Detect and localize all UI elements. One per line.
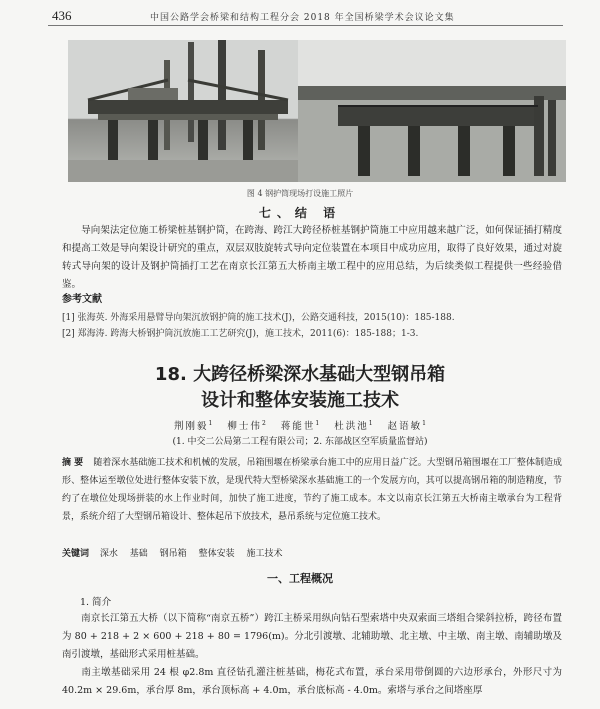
- keyword: 整体安装: [198, 549, 235, 559]
- figure-photo-left: [68, 40, 300, 182]
- keyword: 基础: [129, 549, 148, 559]
- abstract: [62, 454, 562, 526]
- keywords-label: 关键词: [62, 549, 90, 559]
- reference-item: [1] 张海英. 外海采用悬臂导向架沉放钢护筒的施工技术(J)，公路交通科技，2015(10)：185-188.: [62, 313, 455, 323]
- author: 荆刚毅$^1$: [174, 419, 213, 432]
- steel-casing-photo-right: [298, 40, 566, 182]
- article-title-line-2: 设计和整体安装施工技术: [201, 390, 399, 411]
- conclusion-paragraph: [62, 222, 562, 294]
- intro-text: 南京长江第五大桥（以下简称“南京五桥”）跨江主桥采用纵向钻石型索塔中央双索面三塔组合梁斜拉桥，跨径布置为 80 + 218 + 2 × 600 + 218 + 80 = 1796(m)。分北引渡墩、北辅助墩、北主墩、中主墩、南主墩、南辅助墩及南引渡墩，基础形式采用桩基础。: [62, 613, 562, 660]
- section-title-conclusion: 七、结 语: [258, 206, 342, 220]
- page-number: 436: [52, 8, 72, 23]
- author: 柳士伟$^2$: [227, 419, 266, 432]
- keywords: [62, 546, 291, 559]
- keyword: 钢吊箱: [159, 549, 187, 559]
- steel-casing-photo-left: [68, 40, 300, 182]
- author: 杜洪池$^1$: [334, 419, 373, 432]
- conclusion-text: 导向架法定位施工桥梁桩基钢护筒，在跨海、跨江大跨径桥桩基钢护筒施工中应用越来越广泛，如何保证插打精度和提高工效是导向架设计研究的重点，双层双肢旋转式导向定位装置在本项目中成功应用，取得了良好效果，通过对旋转式导向架的设计及钢护筒插打工艺在南京长江第五大桥南主墩工程中的应用总结，为后续类似工程提供一些经验借鉴。: [62, 225, 562, 290]
- abstract-label: 摘 要: [62, 458, 84, 468]
- author-list: [0, 418, 600, 432]
- figure-photo-right: [298, 40, 566, 182]
- keyword: 施工技术: [246, 549, 283, 559]
- subsection-title: 1. 简介: [80, 597, 112, 608]
- figure-caption: 图 4 钢护筒现场打设施工照片: [246, 189, 354, 198]
- references-title: 参考文献: [62, 294, 102, 305]
- keyword: 深水: [99, 549, 118, 559]
- intro-paragraph: [62, 610, 562, 664]
- author: 蒋能世$^1$: [280, 419, 320, 432]
- abstract-text: 随着深水基础施工技术和机械的发展，吊箱围堰在桥梁承台施工中的应用日益广泛。大型钢吊箱围堰在工厂整体制造成形、整体运至墩位处进行整体安装下放，是现代特大型桥梁深水基础施工的一个发展方向，其可以提高钢吊箱的制造精度，节约了在墩位处现场拼装的水上作业时间，加快了施工进度，节约了施工成本。本文以南京长江第五大桥南主墩承台为工程背景，系统介绍了大型钢吊箱设计、整体起吊下放技术，悬吊系统与定位施工技术。: [62, 458, 562, 522]
- foundation-paragraph: [62, 664, 562, 700]
- foundation-text: 南主墩基础采用 24 根 φ2.8m 直径钻孔灌注桩基础，梅花式布置，承台采用带倒圆的六边形承台，外形尺寸为 40.2m × 29.6m，承台厚 8m，承台顶标高 + 4.0m，承台底标高 - 4.0m。索塔与承台之间塔座厚: [62, 667, 562, 696]
- section-title-project-overview: 一、工程概况: [267, 572, 333, 585]
- reference-item: [2] 郑海涛. 跨海大桥钢护筒沉放施工工艺研究(J)，施工技术，2011(6)：185-188；1-3.: [62, 329, 419, 339]
- affiliation: (1. 中交二公局第二工程有限公司；2. 东部战区空军质量监督站): [172, 437, 428, 447]
- article-title-line-1: 18. 大跨径桥梁深水基础大型钢吊箱: [154, 364, 446, 385]
- running-head: 中国公路学会桥梁和结构工程分会 2018 年全国桥梁学术会议论文集: [150, 13, 455, 23]
- header-rule: [48, 25, 563, 26]
- author: 赵语敏$^1$: [387, 419, 426, 432]
